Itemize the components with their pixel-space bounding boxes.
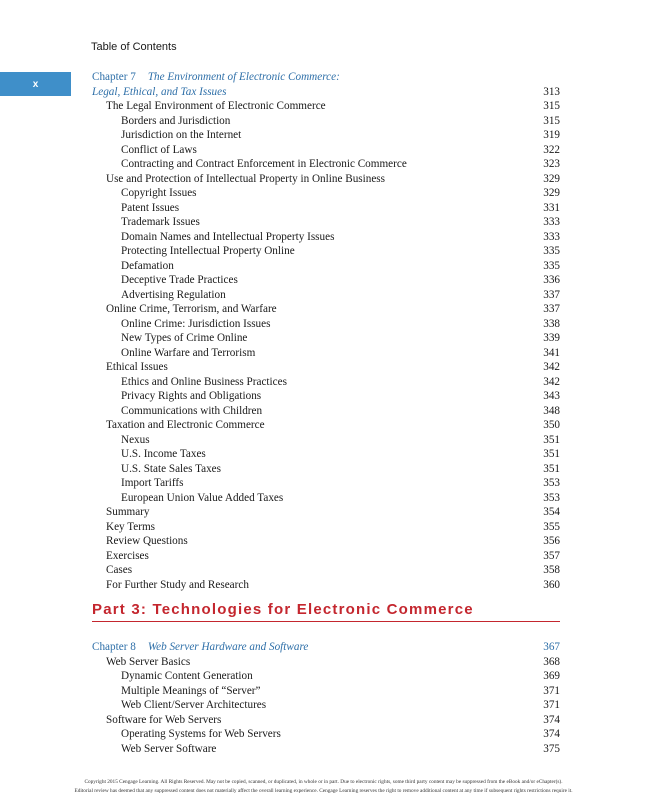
toc-entry-title: Review Questions bbox=[106, 535, 188, 547]
page-number: 329 bbox=[543, 172, 560, 185]
part-3-heading[interactable]: Part 3: Technologies for Electronic Commerce bbox=[92, 601, 560, 622]
toc-entry[interactable] bbox=[92, 476, 560, 491]
toc-entry-title: Online Crime, Terrorism, and Warfare bbox=[106, 303, 277, 315]
toc-entry[interactable] bbox=[92, 404, 560, 419]
page-number: 351 bbox=[543, 462, 560, 475]
page-number: 350 bbox=[543, 419, 560, 431]
toc-entry-title: Multiple Meanings of “Server” bbox=[121, 684, 261, 697]
page-number-tab: x bbox=[0, 72, 71, 96]
page-number: 354 bbox=[543, 506, 560, 518]
page-number: 351 bbox=[543, 433, 560, 446]
page-number: 371 bbox=[543, 699, 560, 711]
page-number: 338 bbox=[543, 317, 560, 330]
chapter-number: Chapter 7 bbox=[92, 71, 136, 83]
chapter-8-entries bbox=[92, 655, 560, 757]
toc-entry[interactable] bbox=[92, 331, 560, 346]
toc-entry-title: Borders and Jurisdiction bbox=[121, 114, 231, 127]
chapter-number: Chapter 8 bbox=[92, 641, 136, 653]
toc-entry[interactable] bbox=[92, 655, 560, 670]
toc-entry-title: Patent Issues bbox=[121, 201, 180, 214]
chapter-8-heading[interactable] bbox=[92, 640, 560, 655]
toc-entry-title: Conflict of Laws bbox=[121, 143, 197, 156]
toc-entry-title: Copyright Issues bbox=[121, 187, 197, 199]
toc-entry-title: Domain Names and Intellectual Property Issues bbox=[121, 230, 335, 243]
page-number: 369 bbox=[543, 670, 560, 682]
toc-entry-title: Web Server Basics bbox=[106, 655, 191, 668]
toc-entry[interactable] bbox=[92, 447, 560, 462]
toc-entry-title: Ethics and Online Business Practices bbox=[121, 375, 287, 388]
toc-entry[interactable] bbox=[92, 389, 560, 404]
toc-entry-title: Exercises bbox=[106, 549, 149, 562]
chapter-title: The Environment of Electronic Commerce: bbox=[147, 71, 340, 83]
page-number: 368 bbox=[543, 655, 560, 668]
page-number: 355 bbox=[543, 520, 560, 533]
toc-entry[interactable] bbox=[92, 433, 560, 448]
toc-entry[interactable] bbox=[92, 157, 560, 172]
page-number: 342 bbox=[543, 361, 560, 373]
chapter-subtitle: Legal, Ethical, and Tax Issues bbox=[92, 85, 227, 98]
toc-entry[interactable] bbox=[92, 713, 560, 728]
chapter-8-toc bbox=[92, 640, 560, 756]
toc-entry-title: Privacy Rights and Obligations bbox=[121, 390, 262, 402]
page-number: 341 bbox=[543, 346, 560, 359]
toc-entry[interactable] bbox=[92, 346, 560, 361]
toc-entry-title: Cases bbox=[106, 564, 133, 576]
toc-entry-title: Use and Protection of Intellectual Property in Online Business bbox=[106, 172, 386, 185]
page-number: 374 bbox=[543, 713, 560, 726]
toc-entry-title: Taxation and Electronic Commerce bbox=[106, 419, 265, 431]
toc-entry[interactable] bbox=[92, 418, 560, 433]
toc-entry[interactable] bbox=[92, 302, 560, 317]
toc-entry-title: European Union Value Added Taxes bbox=[121, 491, 284, 504]
page-number: 360 bbox=[543, 578, 560, 591]
toc-entry-title: Advertising Regulation bbox=[121, 288, 226, 301]
toc-entry-title: Dynamic Content Generation bbox=[121, 670, 253, 682]
toc-entry-title: Nexus bbox=[121, 433, 150, 446]
toc-entry[interactable] bbox=[92, 114, 560, 129]
page-number: 367 bbox=[543, 641, 560, 653]
toc-entry-title: Deceptive Trade Practices bbox=[121, 274, 238, 286]
toc-entry-title: Software for Web Servers bbox=[106, 713, 222, 726]
toc-entry-title: Defamation bbox=[121, 259, 174, 272]
toc-entry-title: Summary bbox=[106, 506, 150, 518]
toc-entry-title: Operating Systems for Web Servers bbox=[121, 728, 281, 740]
copyright-line-1: Copyright 2015 Cengage Learning. All Rights Reserved. May not be copied, scanned, or duplicated, in whole or in part. Due to electronic rights, some third party content may be suppressed from the eBook and/or eChapter(s). bbox=[84, 779, 563, 785]
toc-entry[interactable] bbox=[92, 244, 560, 259]
toc-entry[interactable] bbox=[92, 375, 560, 390]
page-number: 315 bbox=[543, 100, 560, 112]
page-number: 353 bbox=[543, 477, 560, 489]
page-number: 374 bbox=[543, 728, 560, 740]
page-number: 323 bbox=[543, 158, 560, 170]
page-number: 337 bbox=[543, 303, 560, 315]
toc-entry[interactable] bbox=[92, 259, 560, 274]
toc-entry-title: The Legal Environment of Electronic Commerce bbox=[106, 100, 326, 112]
page-number: 353 bbox=[543, 491, 560, 504]
toc-entry[interactable] bbox=[92, 684, 560, 699]
page-number: 335 bbox=[543, 259, 560, 272]
page-number: 333 bbox=[543, 230, 560, 243]
toc-entry[interactable] bbox=[92, 669, 560, 684]
toc-entry-title: Communications with Children bbox=[121, 404, 263, 417]
chapter-7-toc bbox=[92, 70, 560, 592]
toc-entry[interactable] bbox=[92, 143, 560, 158]
copyright-line-2: Editorial review has deemed that any suppressed content does not materially affect the overall learning experience. Cengage Learning reserves the right to remove additional content at any time if subsequent rights restrictions require it. bbox=[74, 788, 573, 794]
toc-entry-title: Contracting and Contract Enforcement in Electronic Commerce bbox=[121, 158, 407, 170]
chapter-7-heading[interactable] bbox=[92, 70, 560, 85]
page-number: 331 bbox=[543, 201, 560, 214]
page-number: 371 bbox=[543, 684, 560, 697]
toc-entry-title: U.S. State Sales Taxes bbox=[121, 462, 221, 475]
toc-entry[interactable] bbox=[92, 505, 560, 520]
toc-entry[interactable] bbox=[92, 360, 560, 375]
toc-entry[interactable] bbox=[92, 201, 560, 216]
toc-entry[interactable] bbox=[92, 215, 560, 230]
page-number: 358 bbox=[543, 564, 560, 576]
page-number: 335 bbox=[543, 245, 560, 257]
toc-entry-title: Import Tariffs bbox=[121, 477, 184, 489]
toc-entry[interactable] bbox=[92, 534, 560, 549]
page-number: 357 bbox=[543, 549, 560, 562]
toc-entry-title: Web Server Software bbox=[121, 742, 217, 755]
toc-entry[interactable] bbox=[92, 317, 560, 332]
toc-entry-title: Protecting Intellectual Property Online bbox=[121, 245, 295, 257]
page-number: 339 bbox=[543, 332, 560, 344]
toc-entry[interactable] bbox=[92, 230, 560, 245]
page-number: 337 bbox=[543, 288, 560, 301]
toc-entry[interactable] bbox=[92, 288, 560, 303]
page-number: 342 bbox=[543, 375, 560, 388]
chapter-7-subtitle-row[interactable] bbox=[92, 85, 560, 100]
toc-entry-title: Jurisdiction on the Internet bbox=[121, 129, 242, 141]
toc-entry[interactable] bbox=[92, 99, 560, 114]
toc-entry-title: Ethical Issues bbox=[106, 361, 168, 373]
toc-entry[interactable] bbox=[92, 462, 560, 477]
toc-entry[interactable] bbox=[92, 186, 560, 201]
page-number: 351 bbox=[543, 448, 560, 460]
toc-entry[interactable] bbox=[92, 491, 560, 506]
page-number: 336 bbox=[543, 274, 560, 286]
page-number: 313 bbox=[543, 85, 560, 98]
toc-entry-title: For Further Study and Research bbox=[106, 578, 249, 591]
page-number: 343 bbox=[543, 390, 560, 402]
running-header: Table of Contents bbox=[91, 41, 177, 53]
toc-entry[interactable] bbox=[92, 698, 560, 713]
toc-entry-title: New Types of Crime Online bbox=[121, 332, 248, 344]
toc-entry[interactable] bbox=[92, 172, 560, 187]
toc-entry-title: U.S. Income Taxes bbox=[121, 448, 206, 460]
toc-entry-title: Online Warfare and Terrorism bbox=[121, 346, 256, 359]
page-number: 375 bbox=[543, 742, 560, 755]
page-number: 329 bbox=[543, 187, 560, 199]
page-number: 333 bbox=[543, 216, 560, 228]
page-number: 356 bbox=[543, 535, 560, 547]
toc-entry[interactable] bbox=[92, 727, 560, 742]
toc-entry[interactable] bbox=[92, 128, 560, 143]
toc-entry[interactable] bbox=[92, 563, 560, 578]
toc-entry-title: Web Client/Server Architectures bbox=[121, 699, 267, 711]
page-number: 348 bbox=[543, 404, 560, 417]
toc-entry[interactable] bbox=[92, 520, 560, 535]
toc-entry-title: Trademark Issues bbox=[121, 216, 200, 228]
page-number: 319 bbox=[543, 129, 560, 141]
toc-entry-title: Key Terms bbox=[106, 520, 156, 533]
toc-entry[interactable] bbox=[92, 578, 560, 593]
toc-entry-title: Online Crime: Jurisdiction Issues bbox=[121, 317, 271, 330]
toc-entry[interactable] bbox=[92, 549, 560, 564]
toc-entry[interactable] bbox=[92, 742, 560, 757]
page-number: 322 bbox=[543, 143, 560, 156]
chapter-title: Web Server Hardware and Software bbox=[147, 641, 309, 653]
toc-entry[interactable] bbox=[92, 273, 560, 288]
page-number: 315 bbox=[543, 114, 560, 127]
chapter-7-entries bbox=[92, 99, 560, 592]
